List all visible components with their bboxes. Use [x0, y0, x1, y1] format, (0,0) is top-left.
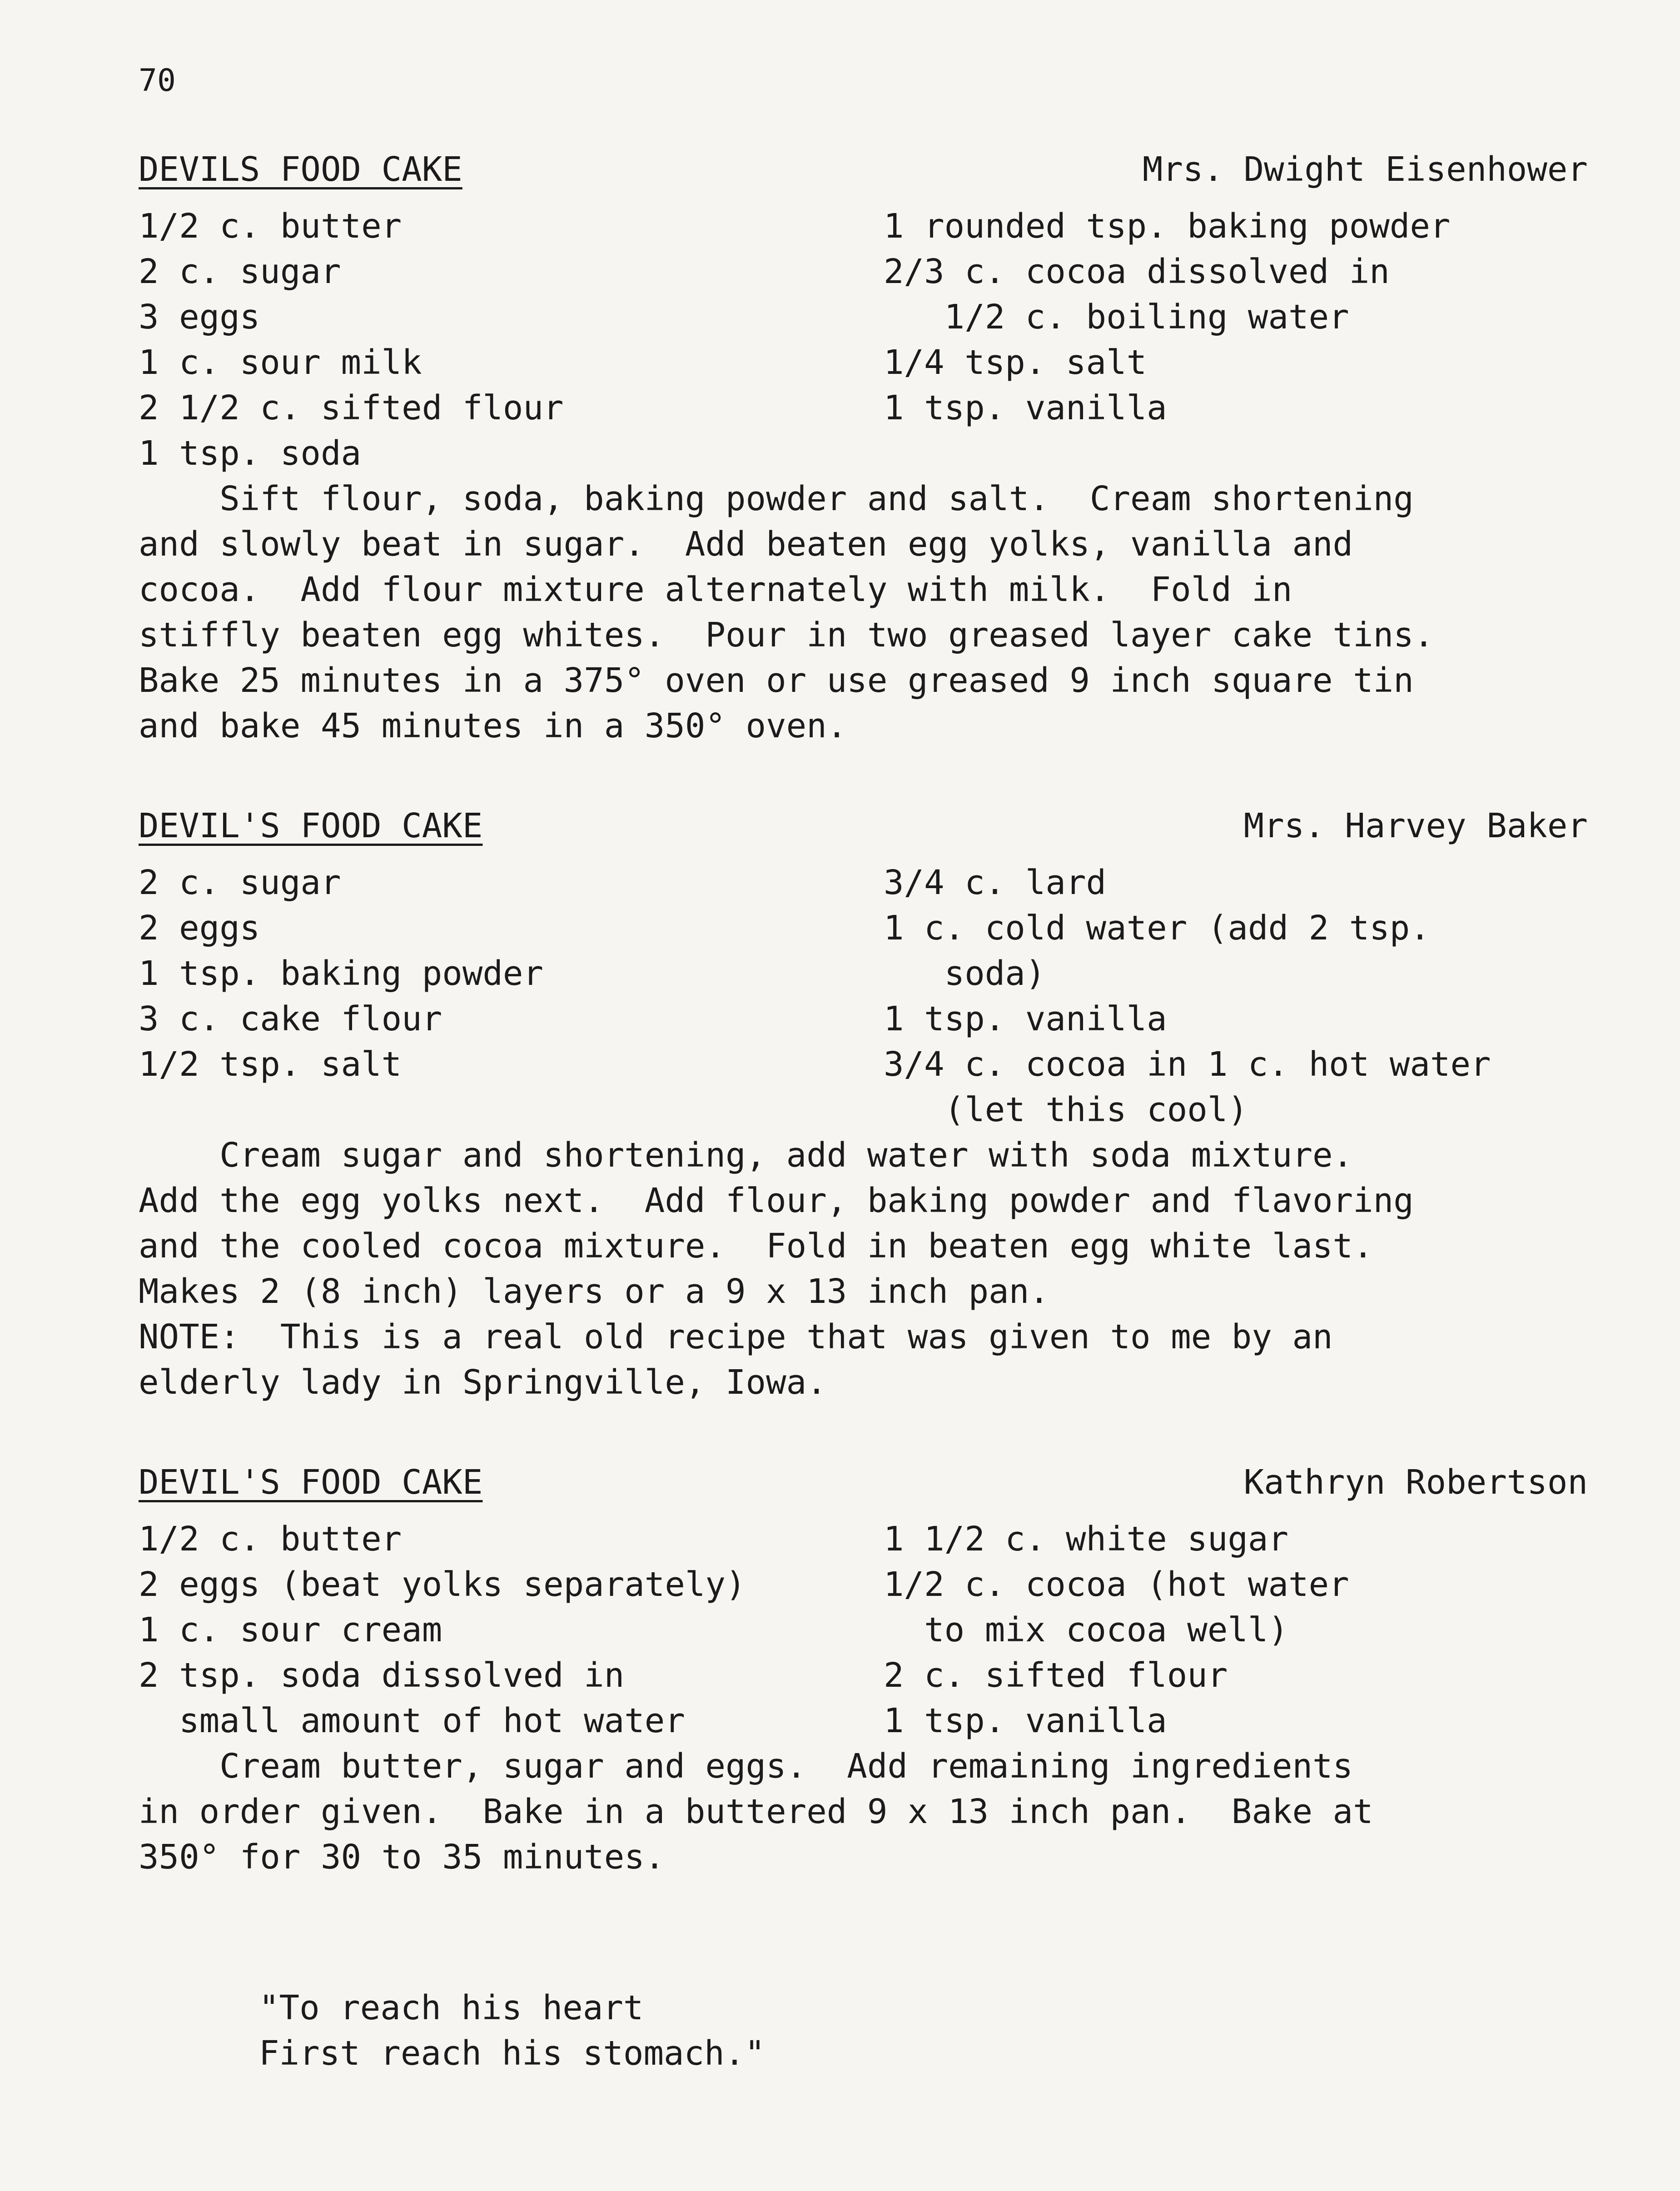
ingredient: 1/2 tsp. salt	[139, 1045, 402, 1084]
directions-line: cocoa. Add flour mixture alternately with milk. Fold in	[139, 570, 1292, 609]
ingredient: small amount of hot water	[139, 1701, 685, 1740]
directions-line: and slowly beat in sugar. Add beaten egg yolks, vanilla and	[139, 525, 1353, 564]
ingredient: 3 eggs	[139, 298, 260, 337]
directions	[139, 1744, 1588, 1880]
ingredients-right	[884, 860, 1588, 1133]
ingredient: 1 tsp. soda	[139, 434, 362, 473]
directions-line: in order given. Bake in a buttered 9 x 13 inch pan. Bake at	[139, 1792, 1373, 1831]
ingredient: 2 c. sifted flour	[884, 1656, 1228, 1695]
recipe-2	[139, 806, 1588, 1405]
ingredient: 2 tsp. soda dissolved in	[139, 1656, 625, 1695]
ingredient: 2 c. sugar	[139, 863, 341, 902]
ingredient: soda)	[884, 954, 1046, 993]
ingredient: 3/4 c. lard	[884, 863, 1107, 902]
ingredient: 1 tsp. vanilla	[884, 1701, 1167, 1740]
ingredient: 1/2 c. butter	[139, 1520, 402, 1559]
ingredient: 1 c. sour cream	[139, 1610, 442, 1649]
directions-line: Bake 25 minutes in a 375° oven or use greased 9 inch square tin	[139, 661, 1414, 700]
recipe-1	[139, 150, 1588, 749]
recipe-title: DEVIL'S FOOD CAKE	[139, 806, 483, 845]
ingredients-left	[139, 860, 884, 1133]
directions-line: Sift flour, soda, baking powder and salt. Cream shortening	[139, 479, 1414, 518]
directions-line: NOTE: This is a real old recipe that was given to me by an	[139, 1317, 1333, 1356]
recipe-author: Mrs. Harvey Baker	[1243, 806, 1588, 845]
ingredient: 1 tsp. vanilla	[884, 388, 1167, 427]
directions-line: 350° for 30 to 35 minutes.	[139, 1838, 665, 1877]
directions	[139, 476, 1588, 749]
ingredient: 1/2 c. butter	[139, 207, 402, 246]
ingredient: 3/4 c. cocoa in 1 c. hot water	[884, 1045, 1491, 1084]
directions-line: elderly lady in Springville, Iowa.	[139, 1363, 827, 1402]
recipe-author: Kathryn Robertson	[1243, 1463, 1588, 1502]
ingredient: 1 c. cold water (add 2 tsp.	[884, 909, 1430, 948]
page-number: 70	[139, 63, 176, 99]
ingredient: 1 c. sour milk	[139, 343, 422, 382]
directions-line: Cream sugar and shortening, add water with soda mixture.	[139, 1136, 1353, 1175]
ingredient: 2 1/2 c. sifted flour	[139, 388, 564, 427]
ingredient: 1/2 c. cocoa (hot water	[884, 1565, 1349, 1604]
directions-line: and bake 45 minutes in a 350° oven.	[139, 706, 847, 745]
directions	[139, 1133, 1588, 1405]
ingredients-right	[884, 204, 1588, 476]
ingredients-right	[884, 1516, 1588, 1744]
recipe-author: Mrs. Dwight Eisenhower	[1142, 150, 1588, 189]
ingredient: 2/3 c. cocoa dissolved in	[884, 252, 1390, 291]
closing-quote	[259, 1985, 765, 2076]
recipe-title: DEVILS FOOD CAKE	[139, 150, 462, 189]
directions-line: Add the egg yolks next. Add flour, baking powder and flavoring	[139, 1181, 1414, 1220]
ingredient: 3 c. cake flour	[139, 999, 442, 1038]
ingredient: 2 eggs	[139, 909, 260, 948]
quote-line: "To reach his heart	[259, 1988, 644, 2027]
ingredient: to mix cocoa well)	[884, 1610, 1289, 1649]
ingredient: 2 eggs (beat yolks separately)	[139, 1565, 746, 1604]
ingredient: 1/2 c. boiling water	[884, 298, 1349, 337]
ingredients-left	[139, 204, 884, 476]
quote-line: First reach his stomach."	[259, 2034, 765, 2073]
ingredient: 2 c. sugar	[139, 252, 341, 291]
recipe-title: DEVIL'S FOOD CAKE	[139, 1463, 483, 1502]
directions-line: stiffly beaten egg whites. Pour in two greased layer cake tins.	[139, 616, 1434, 655]
directions-line: Cream butter, sugar and eggs. Add remaining ingredients	[139, 1747, 1353, 1786]
directions-line: Makes 2 (8 inch) layers or a 9 x 13 inch pan.	[139, 1272, 1049, 1311]
ingredients-left	[139, 1516, 884, 1744]
ingredient: 1 1/2 c. white sugar	[884, 1520, 1289, 1559]
ingredient: 1/4 tsp. salt	[884, 343, 1147, 382]
recipe-3	[139, 1463, 1588, 1880]
ingredient: 1 rounded tsp. baking powder	[884, 207, 1451, 246]
ingredient: 1 tsp. baking powder	[139, 954, 544, 993]
directions-line: and the cooled cocoa mixture. Fold in beaten egg white last.	[139, 1227, 1373, 1266]
ingredient: (let this cool)	[884, 1090, 1248, 1129]
ingredient: 1 tsp. vanilla	[884, 999, 1167, 1038]
